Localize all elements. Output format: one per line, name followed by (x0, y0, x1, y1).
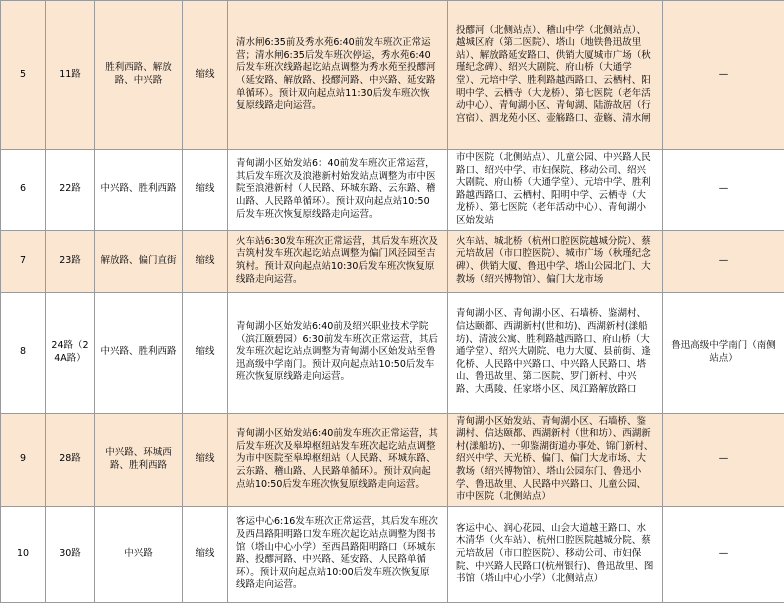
table-row (1, 150, 784, 231)
affected-section: 解放路、偏门直街 (95, 230, 183, 292)
suspended-stops: 投醪河（北侧站点）、稽山中学（北侧站点）、越城区府（第二医院）、塔山（地铁鲁迅故里站）、解放路延安路口、供销大厦城市广场（秋瑾纪念碑）、绍兴大剧院、府山桥（大通学堂）、元培中学、胜利路越西路口、云栖村、阳明中学、云栖寺（大龙桥）、第七医院（老年活动中心）、青甸湖小区、青甸湖、陆游故居（行宫宿）、泗龙苑小区、壶觞路口、壶觞、清水闸 (448, 1, 663, 150)
adjust-type: 缩线 (183, 413, 228, 506)
row-number: 8 (1, 292, 46, 413)
temporary-stop: 鲁迅高级中学南门（南侧站点） (663, 292, 784, 413)
suspended-stops: 市中医院（北侧站点）、儿童公园、中兴路人民路口、绍兴中学、市妇保院、移动公司、绍兴大剧院、府山桥（大通学堂）、元培中学、胜利路越西路口、云栖村、阳明中学、云栖寺（大龙桥）、第七医院（老年活动中心）、青甸湖小区始发站 (448, 150, 663, 231)
adjust-description: 青甸湖小区始发站6:40前发车班次正常运营，其后发车班次及皋埠枢纽站发车班次起讫站点调整为市中医院至皋埠枢纽站（人民路、环城东路、云东路、稽山路、人民路单循环）。预计双向起点站10:50后发车班次恢复原线路走向运营。 (228, 413, 448, 506)
temporary-stop: — (663, 506, 784, 602)
row-number: 7 (1, 230, 46, 292)
affected-section: 胜利西路、解放路、中兴路 (95, 1, 183, 150)
temporary-stop: — (663, 150, 784, 231)
suspended-stops: 客运中心、润心花园、山会大道越王路口、水木清华（火车站）、杭州口腔医院越城分院、蔡元培故居（市口腔医院）、移动公司、市妇保院、中兴路人民路口(杭州银行)、鲁迅故里、图书馆（塔山中心小学）（北侧站点） (448, 506, 663, 602)
route-name: 11路 (46, 1, 95, 150)
temporary-stop: — (663, 230, 784, 292)
adjust-description: 火车站6:30发车班次正常运营，其后发车班次及吉筑村发车班次起讫站点调整为偏门风泾园至吉筑村。预计双向起点站10:30后发车班次恢复原线路走向运营。 (228, 230, 448, 292)
route-name: 28路 (46, 413, 95, 506)
adjust-description: 清水闸6:35前及秀水苑6:40前发车班次正常运营；清水闸6:35后发车班次停运，秀水苑6:40后发车班次线路起讫站点调整为秀水苑至投醪河（延安路、解放路、投醪河路、中兴路、延安路单循环）。预计双向起点站11:30后发车班次恢复原线路走向运营。 (228, 1, 448, 150)
table-row (1, 230, 784, 292)
route-name: 24路（24A路） (46, 292, 95, 413)
adjust-type: 缩线 (183, 292, 228, 413)
suspended-stops: 火车站、城北桥（杭州口腔医院越城分院）、蔡元培故居（市口腔医院）、城市广场（秋瑾纪念碑）、供销大厦、鲁迅中学、塔山公园北门、大教场（绍兴博物馆）、偏门大龙市场 (448, 230, 663, 292)
row-number: 5 (1, 1, 46, 150)
adjust-description: 青甸湖小区始发站6:40前及绍兴职业技术学院（滨江颐碧园）6:30前发车班次正常运营，其后发车班次起讫站点调整为青甸湖小区始发站至鲁迅高级中学南门。预计双向起点站10:50后发车班次恢复原线路走向运营。 (228, 292, 448, 413)
adjust-type: 缩线 (183, 506, 228, 602)
suspended-stops: 青甸湖小区、青甸湖小区、石墙桥、鉴湖村、信达颐都、西湖新村(世和坊)、西湖新村(漾船坊)、清波公寓、胜利路越西路口、府山桥（大通学堂）、绍兴大剧院、电力大厦、县前街、逢化桥、人民路中兴路口、中兴路人民路口、塔山、鲁迅故里、第二医院、罗门新村、中兴路、大禹陵、任家塔小区、凤江路解放路口 (448, 292, 663, 413)
affected-section: 中兴路、环城西路、胜利西路 (95, 413, 183, 506)
table-row (1, 292, 784, 413)
adjust-type: 缩线 (183, 1, 228, 150)
table-row (1, 1, 784, 150)
route-name: 22路 (46, 150, 95, 231)
affected-section: 中兴路、胜利西路 (95, 292, 183, 413)
row-number: 10 (1, 506, 46, 602)
adjust-description: 客运中心6:16发车班次正常运营，其后发车班次及西昌路阳明路口发车班次起讫站点调整为图书馆（塔山中心小学）至西昌路阳明路口（环城东路、投醪河路、中兴路、延安路、人民路单循环）。预计双向起点站10:00后发车班次恢复原线路走向运营。 (228, 506, 448, 602)
row-number: 6 (1, 150, 46, 231)
affected-section: 中兴路 (95, 506, 183, 602)
row-number: 9 (1, 413, 46, 506)
table-row (1, 413, 784, 506)
table-row (1, 506, 784, 602)
adjust-type: 缩线 (183, 150, 228, 231)
adjust-type: 缩线 (183, 230, 228, 292)
temporary-stop: — (663, 1, 784, 150)
route-name: 23路 (46, 230, 95, 292)
temporary-stop: — (663, 413, 784, 506)
route-name: 30路 (46, 506, 95, 602)
adjust-description: 青甸湖小区始发站6：40前发车班次正常运营，其后发车班次及浪港新村始发站点调整为市中医院至浪港新村（人民路、环城东路、云东路、稽山路、人民路单循环）。预计双向起点站10:50后发车班次恢复原线路走向运营。 (228, 150, 448, 231)
suspended-stops: 青甸湖小区始发站、青甸湖小区、石墙桥、鉴湖村、信达颐都、西湖新村（世和坊）、西湖新村(漾船坊)、一卯鉴湖街道办事处、锦门新村、绍兴中学、天光桥、偏门、偏门大龙市场、大教场（绍兴博物馆）、塔山公园东门、鲁迅小学、鲁迅故里、人民路中兴路口、儿童公园、市中医院（北侧站点） (448, 413, 663, 506)
affected-section: 中兴路、胜利西路 (95, 150, 183, 231)
